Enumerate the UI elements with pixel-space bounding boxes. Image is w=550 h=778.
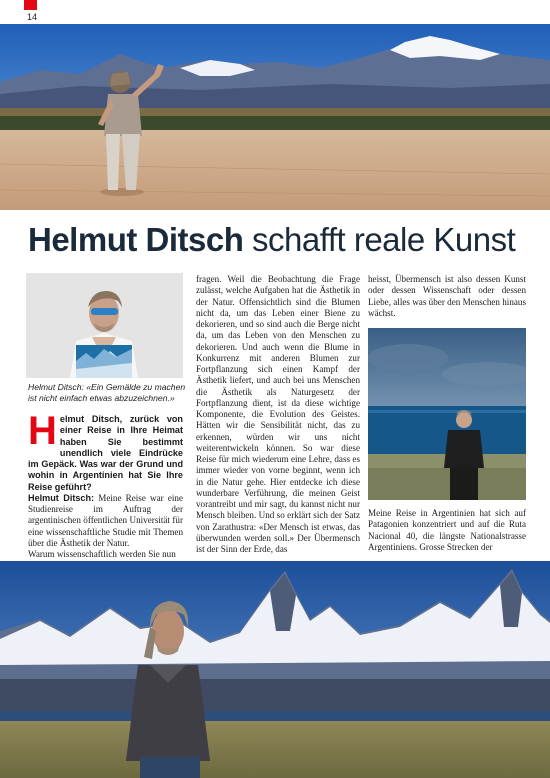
speaker-label: Helmut Ditsch: [28,492,95,503]
inset-portrait-illustration [26,273,183,378]
column-3-top-text: heisst, Übermensch ist also dessen Kunst oder dessen Wissenschaft oder dessen Liebe, alles was über den Menschen hinaus wächst. [368,274,526,318]
photo-man-by-lake [368,328,526,500]
page-number: 14 [27,12,38,22]
inset-lake-illustration [368,328,526,500]
answer-paragraph [28,493,183,549]
column-3-bottom-text: Meine Reise in Argentinien hat sich auf Patagonien konzentriert und auf die Ruta Nacional 40, die längste Nationalstrasse Argentiniens. Grosse Strecken der [368,508,526,552]
column-3-bottom [368,508,526,553]
continuation-line: Warum wissenschaftlich werden Sie nun [28,549,176,559]
interview-question [28,409,183,493]
column-2-text: fragen. Weil die Beobachtung die Frage zulässt, welche Aufgaben hat die Ästhetik in der Natur. Offensichtlich sind die Blumen nicht da, um das Leben einer Biene zu dekorieren, und so sind auch die Berge nicht da, um das Leben von den Menschen zu dekorieren. Und auch wenn die Blume in Konkurrenz mit anderen Blumen zur Fortpflanzung sich einen Kampf der Ästhetik liefert, und auch bei uns Menschen die Ästhetik als Naturgesetz der Fortpflanzung dient, ist da diese wichtige Komponente, die Evolution des Geistes. Hätten wir die Sensibilität nicht, das zu erkennen, würden wir uns nicht weiterentwickeln können. So war diese Reise für mich wiederum eine Lehre, dass es immer wieder von vorne beginnt, wenn ich in die Natur gehe. Hier entdecke ich diese wunderbare Verführung, die meinen Geist vorantreibt und mir sagt, du kannst nicht nur Mensch bleiben. Und so erklärt sich der Satz von Zarathustra: «Der Mensch ist etwas, das überwunden werden soll.» Der Übermensch ist der Sinn der Erde, das [196,274,360,554]
column-3-top [368,274,526,319]
drop-cap: H [28,409,57,453]
headline-rest: schafft reale Kunst [252,221,516,258]
question-text: elmut Ditsch, zurück von einer Reise in Ihre Heimat haben Sie bestimmt unendlich viele Eindrücke im Gepäck. Was war der Grund und wohin in Argentinien hat Sie Ihre Reise geführt? [28,414,183,492]
bottom-photo-illustration [0,561,550,778]
headline-name: Helmut Ditsch [28,221,244,258]
photo-caption: Helmut Ditsch: «Ein Gemälde zu machen ist nicht einfach etwas abzuzeichnen.» [28,382,186,403]
photo-man-holding-painting [26,273,183,378]
page-number-tab [24,0,37,10]
column-1 [28,409,183,560]
headline [28,218,538,262]
top-photo-illustration [0,24,550,210]
photo-man-gesturing-desert-andes [0,24,550,210]
column-2 [196,274,360,555]
photo-man-patagonia-fitz-roy [0,561,550,778]
answer-text: Meine Reise war eine Studienreise im Auftrag der argentinischen öffentlichen Universität für eine wissenschaftliche Studie mit Themen über die Ästhetik der Natur. [28,492,183,548]
